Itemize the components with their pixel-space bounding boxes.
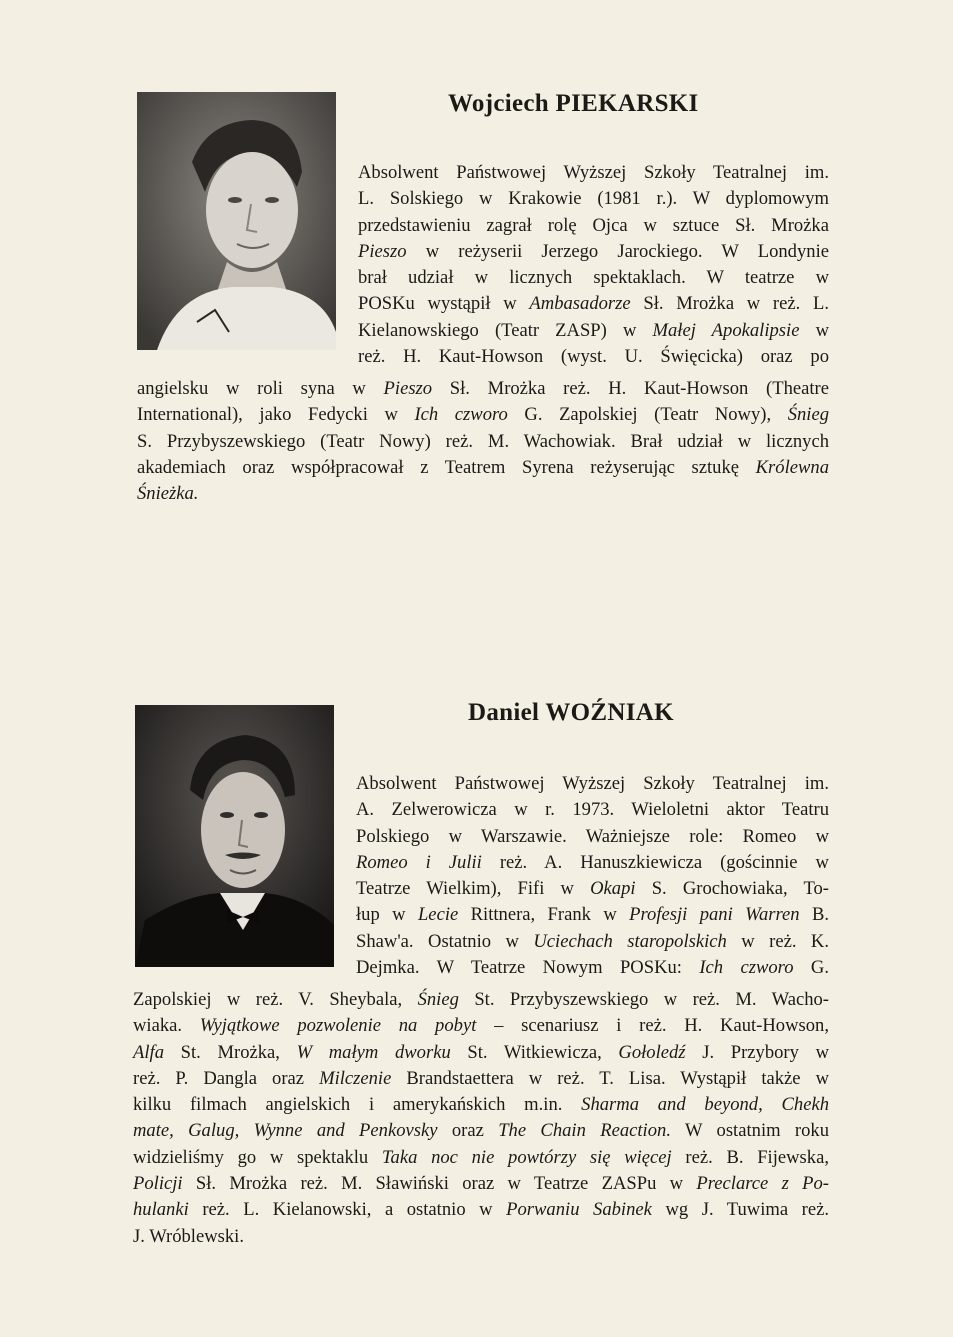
- bio-line: [356, 824, 829, 850]
- bio-line: [137, 402, 829, 428]
- italic-title: Sharma and beyond, Chekh: [581, 1094, 829, 1116]
- actor-name-piekarski: Wojciech PIEKARSKI: [448, 90, 699, 117]
- italic-title: The Chain Reaction.: [498, 1120, 671, 1142]
- text-run: reż. L. Kielanowski, a ostatnio w: [188, 1199, 507, 1221]
- bio-line: [356, 850, 829, 876]
- bio-line: [133, 987, 829, 1013]
- text-run: Polskiego w Warszawie. Ważniejsze role: Romeo w: [356, 825, 829, 847]
- italic-title: Alfa: [133, 1041, 164, 1063]
- italic-title: Pieszo: [358, 240, 407, 262]
- text-run: S. Grochowiaka, To-: [635, 878, 829, 900]
- bio-wozniak-lower: [133, 987, 829, 1250]
- italic-title: Milczenie: [319, 1067, 392, 1089]
- text-run: POSKu wystąpił w: [358, 293, 530, 315]
- text-run: Dejmka. W Teatrze Nowym POSKu:: [356, 957, 700, 979]
- bio-line: [356, 929, 829, 955]
- italic-title: Romeo i Julii: [356, 851, 482, 873]
- text-run: angielsku w roli syna w: [137, 378, 384, 399]
- bio-line: [133, 1145, 829, 1171]
- italic-title: Śnieg: [417, 989, 459, 1010]
- bio-line: [358, 291, 829, 317]
- bio-line: [358, 318, 829, 344]
- bio-line: [358, 344, 829, 370]
- bio-line: [137, 376, 829, 402]
- text-run: reż. H. Kaut-Howson (wyst. U. Święcicka) oraz po: [358, 346, 829, 368]
- text-run: w reż. K.: [726, 930, 830, 952]
- bio-line: [137, 481, 829, 507]
- bio-line: [133, 1066, 829, 1092]
- text-run: J. Wróblewski.: [133, 1225, 244, 1247]
- bio-line: [358, 239, 829, 265]
- italic-title: Pieszo: [383, 378, 433, 399]
- italic-title: hulanki: [133, 1199, 189, 1221]
- bio-line: [358, 213, 829, 239]
- text-run: kilku filmach angielskich i amerykańskich m.in.: [133, 1094, 582, 1116]
- bio-line: [133, 1224, 829, 1250]
- italic-title: Wyjątkowe pozwolenie na pobyt: [199, 1015, 477, 1037]
- text-run: Teatrze Wielkim), Fifi w: [356, 878, 591, 900]
- bio-line: [358, 186, 829, 212]
- italic-title: Taka noc nie powtórzy się więcej: [381, 1146, 672, 1168]
- bio-line: [356, 955, 829, 981]
- text-run: Zapolskiej w reż. V. Sheybala,: [133, 989, 418, 1010]
- italic-title: Gołoledź: [618, 1041, 686, 1063]
- italic-title: Śnieg: [787, 404, 829, 426]
- bio-line: [133, 1013, 829, 1039]
- text-run: St. Przybyszewskiego w reż. M. Wacho-: [458, 989, 829, 1010]
- italic-title: Śnieżka.: [137, 483, 199, 505]
- italic-title: Lecie: [417, 904, 459, 926]
- text-run: G. Zapolskiej (Teatr Nowy),: [507, 404, 788, 426]
- bio-wozniak-upper: [356, 771, 829, 981]
- text-run: – scenariusz i reż. H. Kaut-Howson,: [476, 1015, 829, 1037]
- text-run: w reżyserii Jerzego Jarockiego. W Londynie: [406, 240, 829, 262]
- bio-piekarski-upper: [358, 160, 829, 370]
- portrait-photo-piekarski: [137, 92, 336, 350]
- italic-title: Policji: [133, 1173, 183, 1195]
- text-run: G.: [793, 957, 829, 979]
- italic-title: Królewna: [755, 456, 829, 478]
- bio-line: [356, 797, 829, 823]
- text-run: Shaw'a. Ostatnio w: [356, 930, 534, 952]
- bio-line: [133, 1171, 829, 1197]
- text-run: W ostatnim roku: [670, 1120, 829, 1142]
- bio-line: [358, 265, 829, 291]
- italic-title: W małym dworku: [296, 1041, 451, 1063]
- text-run: widzieliśmy go w spektaklu: [133, 1146, 382, 1168]
- text-run: Sł. Mrożka reż. M. Sławiński oraz w Teatrze ZASPu w: [182, 1173, 697, 1195]
- text-run: Sł. Mrożka w reż. L.: [630, 293, 829, 315]
- italic-title: Ich czworo: [699, 957, 794, 979]
- italic-title: Ambasadorze: [529, 293, 631, 315]
- text-run: L. Solskiego w Krakowie (1981 r.). W dyplomowym: [358, 188, 829, 210]
- text-run: International), jako Fedycki w: [137, 404, 415, 426]
- italic-title: mate, Galug, Wynne and Penkovsky: [133, 1120, 438, 1142]
- bio-line: [137, 455, 829, 481]
- text-run: St. Witkiewicza,: [450, 1041, 619, 1063]
- text-run: wiaka.: [133, 1015, 200, 1037]
- text-run: A. Zelwerowicza w r. 1973. Wieloletni aktor Teatru: [356, 799, 829, 821]
- italic-title: Preclarce z Po-: [696, 1173, 829, 1195]
- bio-line: [356, 771, 829, 797]
- portrait-photo-wozniak: [135, 705, 334, 967]
- text-run: B.: [799, 904, 830, 926]
- text-run: przedstawieniu zagrał rolę Ojca w sztuce Sł. Mrożka: [358, 214, 829, 236]
- text-run: w: [799, 319, 829, 341]
- text-run: Brandstaettera w reż. T. Lisa. Wystąpił także w: [391, 1067, 829, 1089]
- actor-name-wozniak: Daniel WOŹNIAK: [468, 699, 674, 726]
- text-run: reż. P. Dangla oraz: [133, 1067, 320, 1089]
- bio-line: [358, 160, 829, 186]
- italic-title: Profesji pani Warren: [629, 904, 800, 926]
- text-run: Absolwent Państwowej Wyższej Szkoły Teatralnej im.: [356, 773, 829, 794]
- italic-title: Ich czworo: [414, 404, 508, 426]
- text-run: łup w: [356, 904, 418, 926]
- bio-line: [137, 429, 829, 455]
- text-run: J. Przybory w: [685, 1041, 829, 1063]
- text-run: brał udział w licznych spektaklach. W teatrze w: [358, 267, 829, 289]
- text-run: reż. B. Fijewska,: [671, 1146, 829, 1168]
- text-run: Absolwent Państwowej Wyższej Szkoły Teatralnej im.: [358, 162, 829, 183]
- bio-line: [356, 902, 829, 928]
- italic-title: Małej Apokalipsie: [652, 319, 800, 341]
- italic-title: Porwaniu Sabinek: [506, 1199, 652, 1221]
- text-run: St. Mrożka,: [164, 1041, 297, 1063]
- text-run: Sł. Mrożka reż. H. Kaut-Howson (Theatre: [432, 378, 829, 399]
- bio-line: [133, 1040, 829, 1066]
- text-run: Kielanowskiego (Teatr ZASP) w: [358, 319, 653, 341]
- text-run: S. Przybyszewskiego (Teatr Nowy) reż. M. Wachowiak. Brał udział w licznych: [137, 430, 829, 452]
- italic-title: Uciechach staropolskich: [533, 930, 727, 952]
- italic-title: Okapi: [590, 878, 636, 900]
- bio-line: [133, 1092, 829, 1118]
- text-run: Rittnera, Frank w: [458, 904, 630, 926]
- bio-line: [356, 876, 829, 902]
- text-run: wg J. Tuwima reż.: [651, 1199, 830, 1221]
- bio-line: [133, 1118, 829, 1144]
- text-run: reż. A. Hanuszkiewicza (gościnnie w: [481, 851, 829, 873]
- text-run: oraz: [437, 1120, 499, 1142]
- text-run: akademiach oraz współpracował z Teatrem Syrena reżyserując sztukę: [137, 456, 756, 478]
- bio-piekarski-lower: [137, 376, 829, 507]
- bio-line: [133, 1197, 829, 1223]
